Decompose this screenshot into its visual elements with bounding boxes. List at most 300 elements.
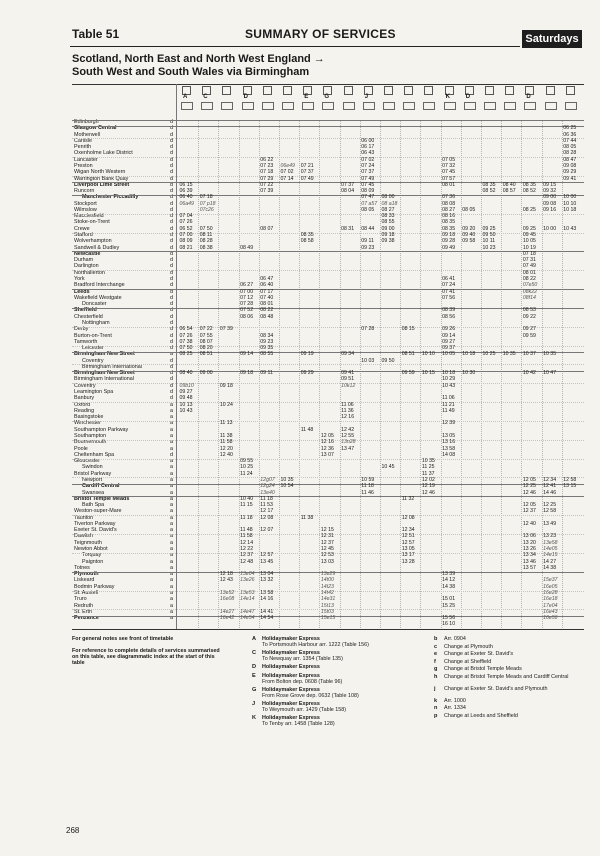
departure-time: 10 23	[482, 244, 496, 251]
column-note-letter: D	[526, 94, 531, 100]
departure-time: 10 10	[563, 200, 577, 207]
departure-time: 07 02	[280, 169, 294, 176]
departure-time: 13 03	[320, 558, 334, 565]
table-top-rule	[72, 84, 584, 85]
departure-time: 15e15	[320, 615, 336, 622]
departure-time: 11 38	[300, 514, 314, 521]
station-name: Winchester	[74, 420, 101, 427]
footnote-key: g	[434, 666, 438, 672]
departure-time: 10 00	[563, 194, 577, 201]
row-rule	[72, 214, 584, 215]
departure-time: 09 18	[219, 382, 233, 389]
arrive-depart-flag: a	[170, 577, 173, 584]
operator-symbol-icon	[283, 86, 292, 95]
station-name: Swindon	[82, 464, 103, 471]
header-rule	[70, 46, 520, 47]
departure-time: 12 37	[320, 539, 334, 546]
departure-time: 08 27	[381, 206, 395, 213]
footnote-title: Holidaymaker Express	[262, 701, 320, 707]
station-name: Gloucester	[74, 458, 101, 465]
arrive-depart-flag: d	[170, 276, 173, 282]
departure-time: 11 32	[401, 495, 415, 502]
departure-time: 06 25	[563, 125, 577, 132]
departure-time: 07 28	[361, 326, 375, 333]
departure-time: 10 11	[482, 238, 496, 245]
departure-time: 14e27	[219, 608, 235, 615]
departure-time: 08 01	[260, 301, 274, 308]
arrive-depart-flag: d	[170, 263, 173, 270]
footnote-key: D	[252, 664, 257, 670]
departure-time: 13 49	[543, 520, 557, 527]
departure-time: 13 07	[320, 451, 334, 458]
departure-time: 12 19	[421, 483, 435, 490]
first-class-icon	[343, 102, 355, 110]
departure-time: 09 25	[482, 225, 496, 232]
departure-time: 12 55	[341, 433, 355, 439]
arrive-depart-flag: d	[170, 181, 173, 188]
departure-time: 12 45	[320, 546, 334, 553]
station-name: Wakefield Westgate	[74, 294, 122, 301]
departure-time: 07 32	[442, 162, 456, 169]
row-rule	[72, 515, 584, 516]
departure-time: 10 18	[442, 370, 456, 377]
station-name: Stafford	[74, 232, 93, 239]
departure-time: 07 55	[199, 332, 213, 339]
departure-time: 10 42	[522, 370, 536, 377]
departure-time: 12 16	[320, 439, 334, 446]
column-note-letter: D	[465, 94, 471, 100]
station-name: Burton-on-Trent	[74, 332, 112, 339]
row-rule	[72, 402, 584, 403]
departure-time: 09 45	[522, 232, 536, 239]
footnote-text	[262, 687, 432, 699]
departure-time: 08 15	[401, 326, 415, 333]
departure-time: 07 49	[522, 263, 536, 270]
arrive-depart-flag: d	[170, 307, 173, 314]
row-rule	[72, 157, 584, 158]
departure-time: 13 04	[260, 571, 274, 578]
departure-time: 07 24	[361, 162, 375, 169]
departure-time: 07 22	[199, 326, 213, 333]
departure-time: 08 56	[442, 313, 456, 320]
table-bottom-rule	[72, 629, 584, 630]
footnote-text	[262, 673, 432, 685]
column-divider	[279, 120, 280, 628]
arrive-depart-flag: d	[170, 238, 173, 245]
departure-time: 08 48	[260, 313, 274, 320]
departure-time: 14 38	[442, 583, 456, 590]
station-name: Doncaster	[82, 301, 107, 308]
departure-time: 08 52	[522, 188, 536, 195]
departure-time: 11 13	[219, 420, 233, 427]
arrive-depart-flag: d	[170, 162, 173, 169]
footnote-text	[262, 664, 432, 670]
departure-time: 13 47	[341, 445, 355, 452]
departure-time: 06 52	[179, 225, 193, 232]
departure-time: 12 58	[543, 508, 557, 515]
first-class-icon	[545, 102, 557, 110]
footnote-title: Holidaymaker Express	[262, 715, 320, 721]
footnote-detail: To Weymouth arr. 1429 (Table 158)	[262, 707, 347, 713]
arrive-depart-flag: d	[170, 313, 173, 320]
station-group-rule	[72, 308, 584, 309]
departure-time: 13 58	[260, 590, 274, 596]
arrive-depart-flag: d	[170, 137, 173, 144]
departure-time: 12 20	[219, 445, 233, 452]
departure-time: 08 04	[341, 188, 355, 195]
departure-time: 07 37	[300, 169, 314, 176]
departure-time: 08f14	[522, 294, 536, 301]
station-name: Birmingham International	[82, 363, 142, 370]
departure-time: 08 00	[381, 194, 395, 201]
departure-time: 12 57	[401, 539, 415, 546]
departure-time: 13 45	[260, 558, 274, 565]
footnote-text: Change at Bristol Temple Meads	[444, 666, 522, 672]
arrive-depart-flag: d	[170, 156, 173, 163]
departure-time: 10 43	[563, 225, 577, 232]
station-column-divider	[176, 84, 177, 630]
departure-time: 07 23	[260, 162, 274, 169]
operator-symbol-icon	[566, 86, 575, 95]
departure-time: 13e04	[240, 571, 255, 578]
departure-time: 12 02	[421, 476, 435, 483]
first-class-icon	[221, 102, 233, 110]
departure-time: 09 28	[442, 238, 456, 245]
departure-time: 06 39	[179, 188, 193, 195]
arrive-depart-flag: a	[170, 407, 173, 414]
departure-time: 12 41	[543, 483, 557, 490]
departure-time: 08 51	[199, 351, 213, 358]
departure-time: 11 49	[442, 407, 455, 414]
arrive-depart-flag: a	[170, 508, 173, 515]
departure-time: 08 55	[381, 219, 395, 226]
arrive-depart-flag: a	[170, 420, 173, 427]
departure-time: 08 09	[179, 238, 193, 245]
departure-time: 07c26	[199, 206, 214, 213]
departure-time: 08 16	[442, 213, 456, 220]
column-note-letter: D	[243, 94, 248, 100]
footnote-key: n	[434, 705, 438, 711]
station-name: Basingstoke	[74, 414, 104, 421]
timetable-grid	[72, 84, 584, 630]
station-name: Durham	[74, 257, 94, 264]
departure-time: 12 34	[543, 476, 557, 483]
station-name: Warrington Bank Quay	[74, 175, 129, 182]
departure-time: 13e58	[543, 539, 558, 546]
arrive-depart-flag: d	[170, 219, 173, 226]
page-number: 268	[66, 826, 80, 835]
station-name: Liskeard	[74, 577, 95, 584]
departure-time: 06 27	[240, 282, 254, 289]
departure-time: 09 49	[442, 244, 456, 251]
station-name: Exeter St. David's	[74, 527, 117, 534]
departure-time: 08 07	[199, 338, 213, 345]
departure-time: 09 50	[381, 357, 395, 364]
station-name: Stoke-on-Trent	[74, 219, 110, 226]
reference-note: For reference to complete details of services summarised on this table, see diagrammatic index at the start of this table	[72, 648, 220, 666]
departure-time: 08k22	[522, 288, 538, 295]
row-rule	[72, 459, 584, 460]
departure-time: 12 16	[341, 414, 355, 421]
operator-symbol-icon	[424, 86, 433, 95]
station-name: Edinburgh	[74, 119, 99, 125]
station-name: Oxenholme Lake District	[74, 150, 133, 157]
departure-time: 15 56	[442, 615, 456, 622]
first-class-icon	[302, 102, 314, 110]
route-line-2: South West and South Wales via Birmingham	[72, 66, 310, 78]
departure-time: 07 39	[219, 326, 233, 333]
departure-time: 07 24	[442, 282, 456, 289]
station-name: Coventry	[82, 357, 104, 364]
departure-time: 09 22	[522, 313, 536, 320]
departure-time: 12 15	[320, 527, 334, 534]
departure-time: 08 51	[401, 351, 415, 358]
row-rule	[72, 383, 584, 384]
station-name: Wilmslow	[74, 206, 97, 213]
first-class-icon	[464, 102, 476, 110]
footnote-key: G	[252, 687, 257, 693]
operator-symbol-icon	[546, 86, 555, 95]
departure-time: 14e47	[240, 608, 255, 615]
departure-time: 08 28	[199, 238, 213, 245]
departure-time: 10 10	[421, 351, 435, 358]
footnote-key: j	[434, 685, 436, 692]
station-name: Newport	[82, 476, 103, 483]
departure-time: 07 p18	[199, 200, 216, 207]
departure-time: 06 17	[361, 144, 375, 151]
departure-time: 10 45	[381, 464, 395, 471]
departure-time: 11 46	[361, 489, 374, 496]
departure-time: 12 39	[442, 420, 456, 427]
arrive-depart-flag: d	[170, 213, 173, 220]
first-class-icon	[484, 102, 496, 110]
arrive-depart-flag: d	[170, 188, 173, 195]
departure-time: 10 35	[543, 351, 557, 358]
departure-time: 08 33	[381, 213, 395, 220]
departure-time: 10 00	[543, 225, 557, 232]
column-note-letter: J	[364, 94, 369, 100]
footnote-text	[262, 701, 432, 713]
departure-time: 08 57	[502, 188, 516, 195]
first-class-icon	[423, 102, 435, 110]
departure-time: 16e43	[543, 608, 558, 615]
footnote-text: Change at Exeter St. David's	[444, 651, 514, 657]
departure-time: 07 40	[260, 294, 274, 301]
station-name: Bradford Interchange	[74, 282, 125, 289]
departure-time: 11 18	[240, 514, 253, 521]
station-name: Leicester	[82, 345, 104, 352]
departure-time: 09 25	[522, 225, 536, 232]
first-class-icon	[363, 102, 375, 110]
departure-time: 13 16	[442, 439, 456, 446]
arrive-depart-flag: d	[170, 169, 173, 176]
departure-time: 15 01	[442, 596, 456, 603]
departure-time: 06 00	[361, 137, 375, 144]
station-name: Penzance	[74, 615, 99, 622]
departure-time: 16e08	[219, 596, 235, 603]
departure-time: 09 18	[240, 370, 254, 377]
departure-time: 12 53	[320, 552, 334, 559]
departure-time: 10 35	[280, 476, 294, 483]
arrive-depart-flag: a	[170, 558, 173, 565]
departure-time: 13 28	[401, 558, 415, 565]
footnote-text: Arr. 1334	[444, 705, 466, 711]
station-group-rule	[72, 496, 584, 497]
departure-time: 06a49	[179, 200, 194, 207]
station-name: Torquay	[82, 552, 102, 559]
arrive-depart-flag: a	[170, 571, 173, 578]
departure-time: 11 48	[240, 527, 253, 534]
departure-time: 09 59	[401, 370, 415, 377]
departure-time: 13 17	[401, 552, 415, 559]
station-name: Motherwell	[74, 131, 101, 138]
arrive-depart-flag: d	[170, 345, 173, 352]
departure-time: 09 37	[442, 345, 456, 352]
arrive-depart-flag: a	[170, 433, 173, 439]
footnote-text: Change at Leeds and Sheffield	[444, 712, 518, 719]
departure-time: 14e54	[240, 615, 255, 622]
arrive-depart-flag: a	[170, 464, 173, 471]
departure-time: 06 40	[179, 194, 193, 201]
departure-time: 11 18	[361, 483, 374, 490]
station-name: Cardiff Central	[82, 483, 120, 490]
departure-time: 15t03	[320, 608, 334, 615]
route-title	[72, 53, 512, 79]
station-name: Teignmouth	[74, 539, 102, 546]
departure-time: 16 10	[442, 621, 456, 628]
departure-time: 09 41	[563, 175, 577, 182]
arrive-depart-flag: d	[170, 125, 173, 132]
departure-time: 10 35	[421, 458, 435, 465]
station-name: Runcorn	[74, 188, 95, 195]
departure-time: 11 25	[421, 464, 435, 471]
departure-time: 10 15	[421, 370, 435, 377]
departure-time: 08 47	[563, 156, 577, 163]
departure-time: 13e29	[320, 571, 336, 578]
footnote-text	[262, 636, 432, 648]
footer-notes	[72, 636, 222, 666]
arrive-depart-flag: d	[170, 319, 173, 326]
departure-time: 07 36	[442, 194, 456, 201]
footnote-text: Arr. 0904	[444, 636, 466, 642]
departure-time: 09 32	[543, 188, 557, 195]
departure-time: 08 40	[179, 370, 193, 377]
station-name: Macclesfield	[74, 213, 104, 220]
departure-time: 06 36	[563, 131, 577, 138]
departure-time: 09 27	[442, 338, 456, 345]
departure-time: 09 20	[462, 225, 476, 232]
column-divider	[218, 120, 219, 628]
departure-time: 15 25	[442, 602, 456, 609]
departure-time: 14 27	[543, 558, 557, 565]
departure-time: 16e42	[219, 615, 235, 622]
footnote-text	[262, 715, 432, 727]
arrive-depart-flag: a	[170, 533, 173, 540]
operator-symbol-icon	[263, 86, 272, 95]
departure-time: 08 40	[502, 181, 516, 188]
departure-time: 08 01	[442, 181, 456, 188]
station-name: Glasgow Central	[74, 125, 117, 132]
footnote-detail: From Bolton dep. 0608 (Table 96)	[262, 679, 343, 685]
station-name: Leamington Spa	[74, 389, 114, 396]
row-rule	[72, 346, 584, 347]
departure-time: 12 58	[563, 476, 577, 483]
station-name: Crewe	[74, 225, 90, 232]
departure-time: 11 53	[260, 502, 273, 509]
first-class-icon	[403, 102, 415, 110]
departure-time: 08 07	[260, 225, 274, 232]
departure-time: 08 25	[179, 351, 193, 358]
first-class-icon	[201, 102, 213, 110]
departure-time: 07 00	[179, 232, 193, 239]
station-name: Bristol Temple Meads	[74, 495, 130, 502]
arrive-depart-flag: d	[170, 257, 173, 264]
arrive-depart-flag: a	[170, 445, 173, 452]
arrive-depart-flag: d	[170, 451, 173, 458]
footnote-detail: From Rose Grove dep. 0632 (Table 108)	[262, 693, 359, 699]
station-name: Nottingham	[82, 319, 110, 326]
footnote-key: e	[434, 651, 438, 657]
arrive-depart-flag: a	[170, 615, 173, 622]
departure-time: 11 48	[300, 426, 314, 433]
first-class-icon	[565, 102, 577, 110]
departure-time: 15t13	[320, 602, 334, 609]
arrive-depart-flag: d	[170, 357, 173, 364]
departure-time: 07 45	[361, 181, 375, 188]
departure-time: 07 39	[260, 188, 274, 195]
footnote-key: p	[434, 712, 438, 719]
departure-time: 09 23	[260, 338, 274, 345]
general-note: For general notes see front of timetable	[72, 636, 174, 642]
arrive-depart-flag: a	[170, 489, 173, 496]
arrive-depart-flag: a	[170, 476, 173, 483]
departure-time: 08 22	[260, 307, 274, 314]
arrive-depart-flag: a	[170, 608, 173, 615]
departure-time: 09 11	[260, 370, 273, 377]
column-divider	[501, 120, 502, 628]
departure-time: 09 55	[240, 458, 254, 465]
departure-time: 13 34	[522, 552, 536, 559]
arrive-depart-flag: a	[170, 514, 173, 521]
route-line-1: Scotland, North East and North West England →	[72, 53, 325, 65]
station-group-rule	[72, 126, 584, 127]
footnote-title: Holidaymaker Express	[262, 673, 320, 679]
departure-time: 09 29	[563, 169, 577, 176]
departure-time: 12 22	[240, 546, 254, 553]
departure-time: 09 41	[341, 370, 355, 377]
departure-time: 12 51	[401, 533, 415, 540]
departure-time: 07 22	[260, 181, 274, 188]
departure-time: 14e31	[320, 596, 336, 603]
arrive-depart-flag: d	[170, 294, 173, 301]
departure-time: 08 38	[199, 244, 213, 251]
departure-time: 08 53	[522, 307, 536, 314]
departure-time: 11 06	[442, 395, 455, 402]
departure-time: 08 35	[482, 181, 496, 188]
departure-time: 09 08	[563, 162, 577, 169]
departure-time: 14 54	[260, 615, 274, 622]
footnote-detail: To Tenby arr. 1458 (Table 128)	[262, 721, 335, 727]
station-group-rule	[72, 484, 584, 485]
station-name: Stockport	[74, 200, 97, 207]
departure-time: 14 41	[260, 608, 274, 615]
departure-time: 08 49	[240, 244, 254, 251]
departure-time: 14 08	[442, 451, 456, 458]
departure-time: 17e04	[543, 602, 558, 609]
departure-time: 09 48	[179, 395, 193, 402]
departure-time: 07 a57	[361, 200, 378, 207]
departure-time: 12 18	[219, 571, 233, 578]
